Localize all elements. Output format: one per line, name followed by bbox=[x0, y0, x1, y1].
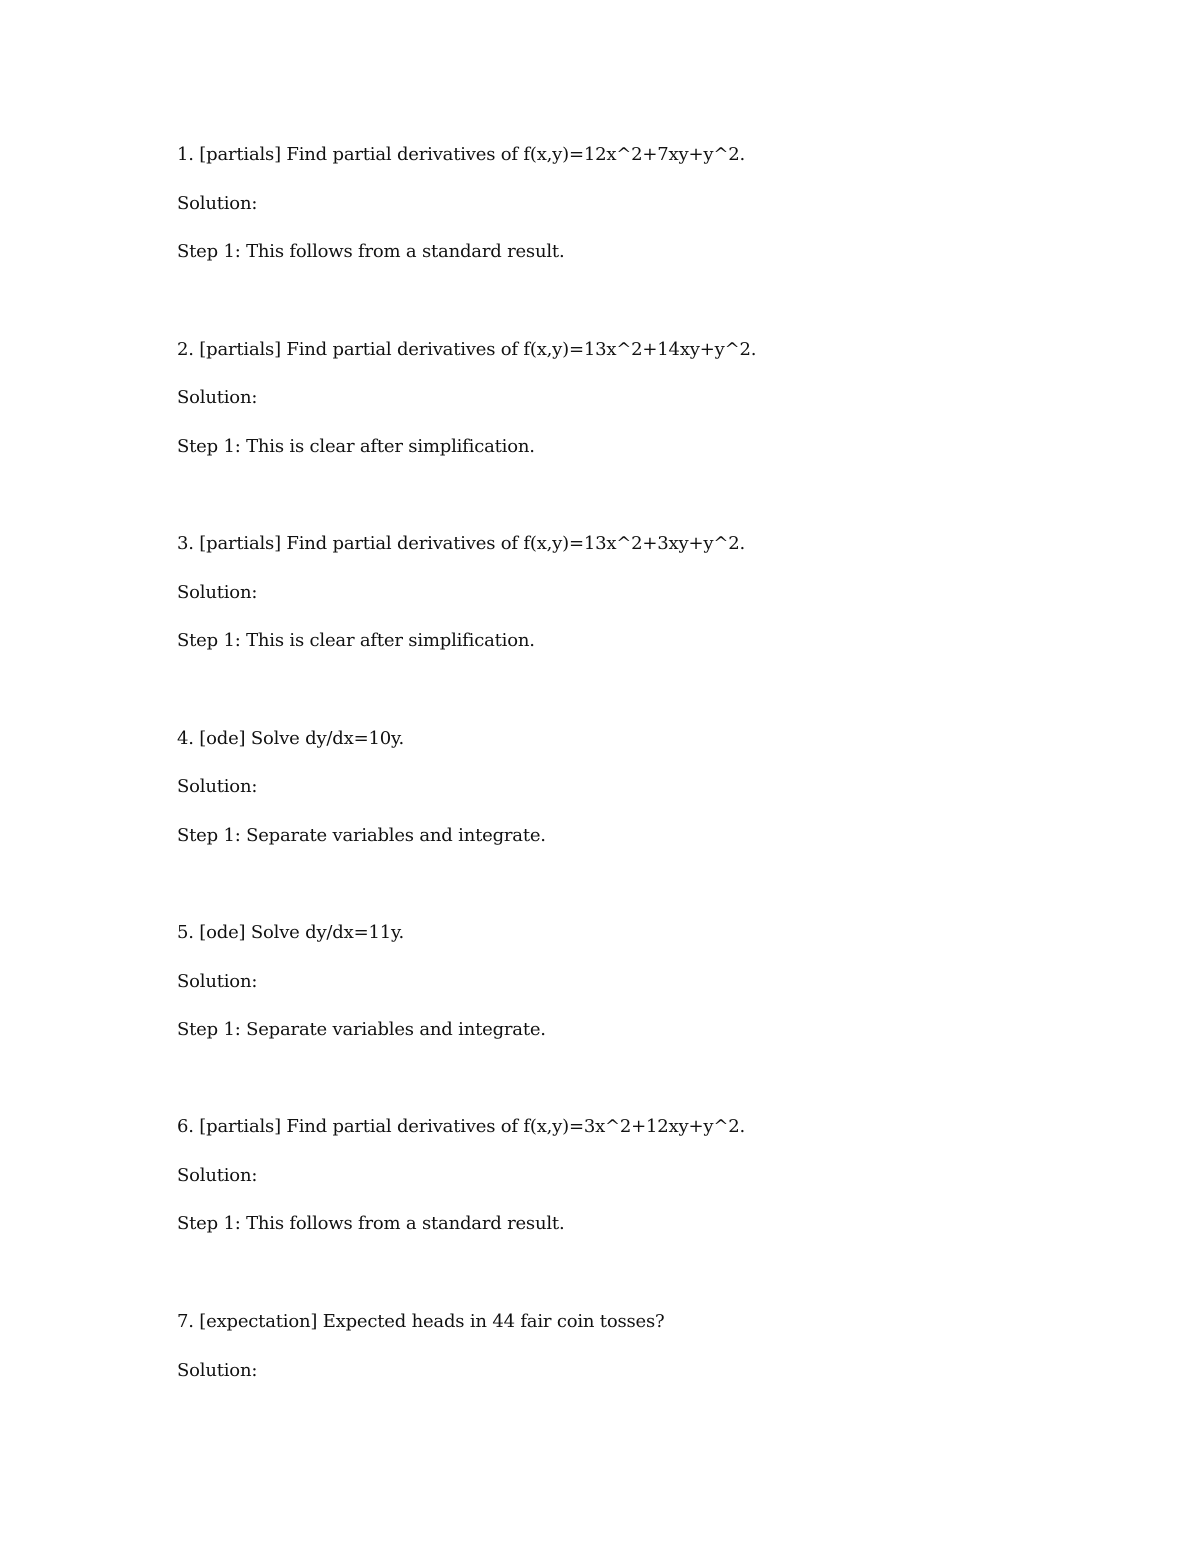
problem-5-step-1: Step 1: Separate variables and integrate. bbox=[177, 1019, 546, 1040]
problem-6-step-1: Step 1: This follows from a standard result. bbox=[177, 1213, 565, 1234]
problem-7-solution-label: Solution: bbox=[177, 1360, 258, 1381]
problem-2-solution-label: Solution: bbox=[177, 387, 258, 408]
problem-3-solution-label: Solution: bbox=[177, 582, 258, 603]
problem-4-solution-label: Solution: bbox=[177, 776, 258, 797]
problem-1-solution-label: Solution: bbox=[177, 193, 258, 214]
problem-5-solution-label: Solution: bbox=[177, 971, 258, 992]
problem-3-step-1: Step 1: This is clear after simplification. bbox=[177, 630, 535, 651]
problem-6-question: 6. [partials] Find partial derivatives of f(x,y)=3x^2+12xy+y^2. bbox=[177, 1116, 745, 1137]
problem-2-question: 2. [partials] Find partial derivatives of f(x,y)=13x^2+14xy+y^2. bbox=[177, 339, 757, 360]
problem-1-question: 1. [partials] Find partial derivatives of f(x,y)=12x^2+7xy+y^2. bbox=[177, 144, 745, 165]
problem-3-question: 3. [partials] Find partial derivatives of f(x,y)=13x^2+3xy+y^2. bbox=[177, 533, 745, 554]
problem-7-question: 7. [expectation] Expected heads in 44 fair coin tosses? bbox=[177, 1311, 665, 1332]
problem-2-step-1: Step 1: This is clear after simplification. bbox=[177, 436, 535, 457]
problem-4-step-1: Step 1: Separate variables and integrate. bbox=[177, 825, 546, 846]
problem-4-question: 4. [ode] Solve dy/dx=10y. bbox=[177, 728, 405, 749]
problem-5-question: 5. [ode] Solve dy/dx=11y. bbox=[177, 922, 405, 943]
problem-1-step-1: Step 1: This follows from a standard result. bbox=[177, 241, 565, 262]
problem-6-solution-label: Solution: bbox=[177, 1165, 258, 1186]
